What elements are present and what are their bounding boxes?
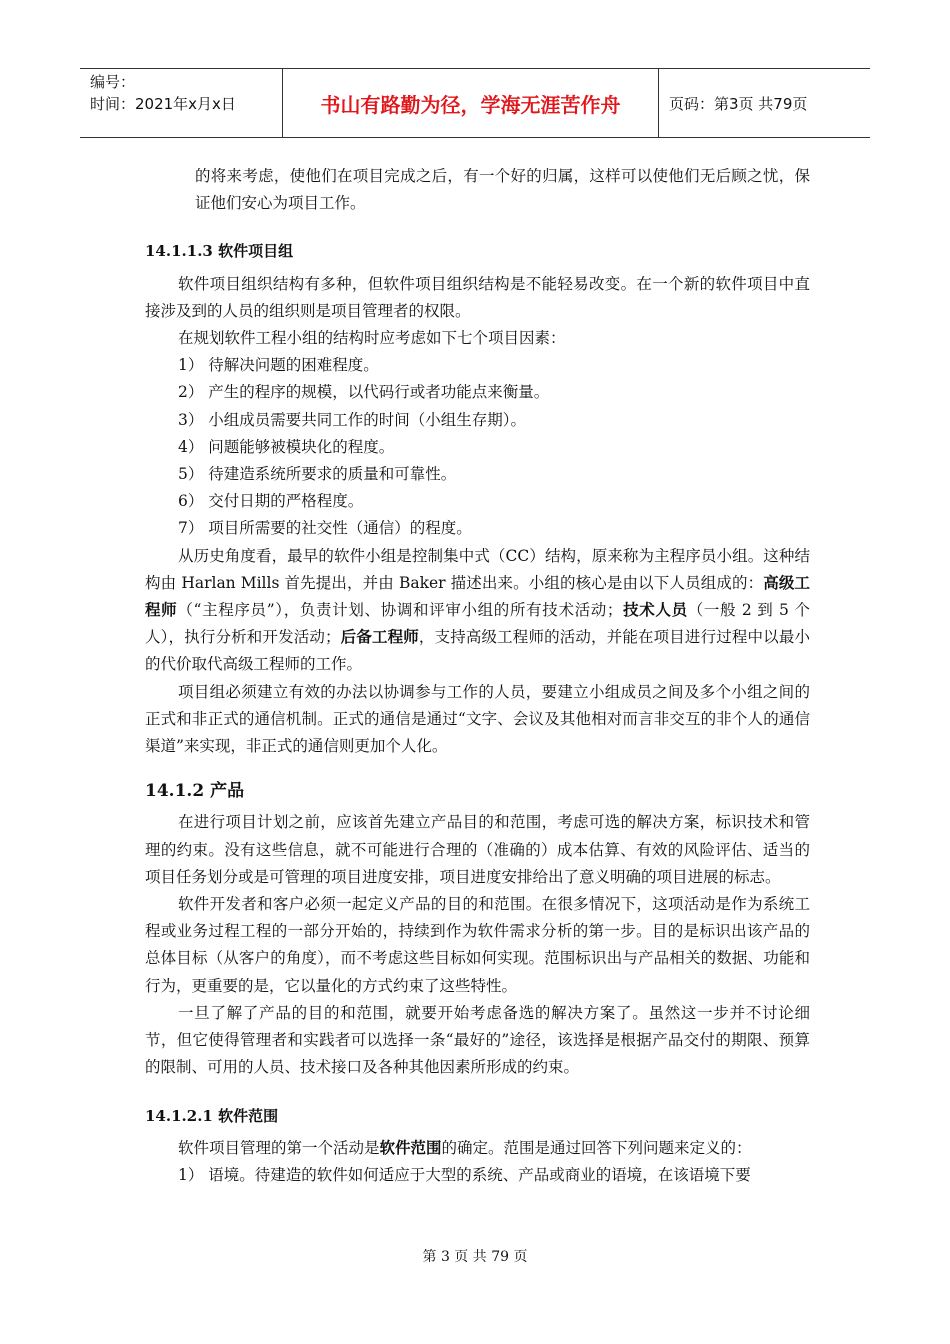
paragraph: 1） 语境。待建造的软件如何适应于大型的系统、产品或商业的语境，在该语境下要 xyxy=(178,1165,751,1184)
paragraph: 在规划软件工程小组的结构时应考虑如下七个项目因素： xyxy=(178,329,566,348)
list-item: 4） 问题能够被模块化的程度。 xyxy=(178,437,395,456)
header-motto: 书山有路勤为径，学海无涯苦作舟 xyxy=(283,69,659,137)
text-run: 的确定。范围是通过回答下列问题来定义的： xyxy=(441,1138,752,1157)
header-time-label: 时间：2021年x月x日 xyxy=(90,95,236,113)
header-page-info: 页码：第3页 共79页 xyxy=(669,94,808,113)
paragraph-continuation: 的将来考虑，使他们在项目完成之后，有一个好的归属，这样可以使他们无后顾之忧，保证他们安心为项目工作。 xyxy=(195,167,810,213)
list-item: 2） 产生的程序的规模，以代码行或者功能点来衡量。 xyxy=(178,383,550,402)
page-footer: 第 3 页 共 79 页 xyxy=(422,1249,528,1265)
paragraph: 项目组必须建立有效的办法以协调参与工作的人员，要建立小组成员之间及多个小组之间的正式和非正式的通信机制。正式的通信是通过“文字、会议及其他相对而言非交互的非个人的通信渠道”来实现，非正式的通信则更加个人化。 xyxy=(145,682,810,756)
list-item: 3） 小组成员需要共同工作的时间（小组生存期）。 xyxy=(178,410,527,429)
section-heading-14121: 14.1.2.1 软件范围 xyxy=(145,1106,279,1125)
list-item: 5） 待建造系统所要求的质量和可靠性。 xyxy=(178,465,457,484)
text-run: ，支持高级工程师的活动，并能在项目进行过程中以最小的代价取代高级工程师的工作。 xyxy=(145,628,810,674)
paragraph-scope xyxy=(145,1135,810,1162)
section-heading-1412: 14.1.2 产品 xyxy=(145,781,245,802)
list-item: 7） 项目所需要的社交性（通信）的程度。 xyxy=(178,519,472,538)
bold-term: 技术人员 xyxy=(622,601,688,620)
header-meta xyxy=(80,69,283,137)
text-run: （“主程序员”），负责计划、协调和评审小组的所有技术活动； xyxy=(177,601,623,620)
paragraph: 软件项目组织结构有多种，但软件项目组织结构是不能轻易改变。在一个新的软件项目中直接涉及到的人员的组织则是项目管理者的权限。 xyxy=(145,274,810,320)
bold-term: 后备工程师 xyxy=(340,628,419,647)
document-body xyxy=(145,163,810,1189)
bold-term: 高级工程师 xyxy=(145,573,810,620)
paragraph: 在进行项目计划之前，应该首先建立产品目的和范围，考虑可选的解决方案，标识技术和管理的约束。没有这些信息，就不可能进行合理的（准确的）成本估算、有效的风险评估、适当的项目任务划分或是可管理的项目进度安排，项目进度安排给出了意义明确的项目进展的标志。 xyxy=(145,813,810,886)
text-run: （一般 2 到 5 个人），执行分析和开发活动； xyxy=(145,601,810,647)
list-item: 6） 交付日期的严格程度。 xyxy=(178,492,364,511)
paragraph: 软件开发者和客户必须一起定义产品的目的和范围。在很多情况下，这项活动是作为系统工程或业务过程工程的一部分开始的，持续到作为软件需求分析的第一步。目的是标识出该产品的总体目标（从客户的角度），而不考虑这些目标如何实现。范围标识出与产品相关的数据、功能和行为，更重要的是，它以量化的方式约束了这些特性。 xyxy=(145,895,810,995)
paragraph-team-structure xyxy=(145,543,810,679)
text-run: 软件项目管理的第一个活动是 xyxy=(178,1138,380,1157)
paragraph: 一旦了解了产品的目的和范围，就要开始考虑备选的解决方案了。虽然这一步并不讨论细节，但它使得管理者和实践者可以选择一条“最好的”途径，该选择是根据产品交付的期限、预算的限制、可用的人员、技术接口及各种其他因素所形成的约束。 xyxy=(145,1003,810,1077)
list-item: 1） 待解决问题的困难程度。 xyxy=(178,356,379,375)
text-run: 从历史角度看，最早的软件小组是控制集中式（CC）结构，原来称为主程序员小组。这种结构由 Harlan Mills 首先提出，并由 Baker 描述出来。小组的核心是由以下人员组成的： xyxy=(145,546,810,592)
section-heading-14113: 14.1.1.3 软件项目组 xyxy=(145,242,294,261)
page-header xyxy=(80,68,870,138)
header-number-label: 编号： xyxy=(90,73,136,91)
bold-term: 软件范围 xyxy=(379,1138,442,1157)
